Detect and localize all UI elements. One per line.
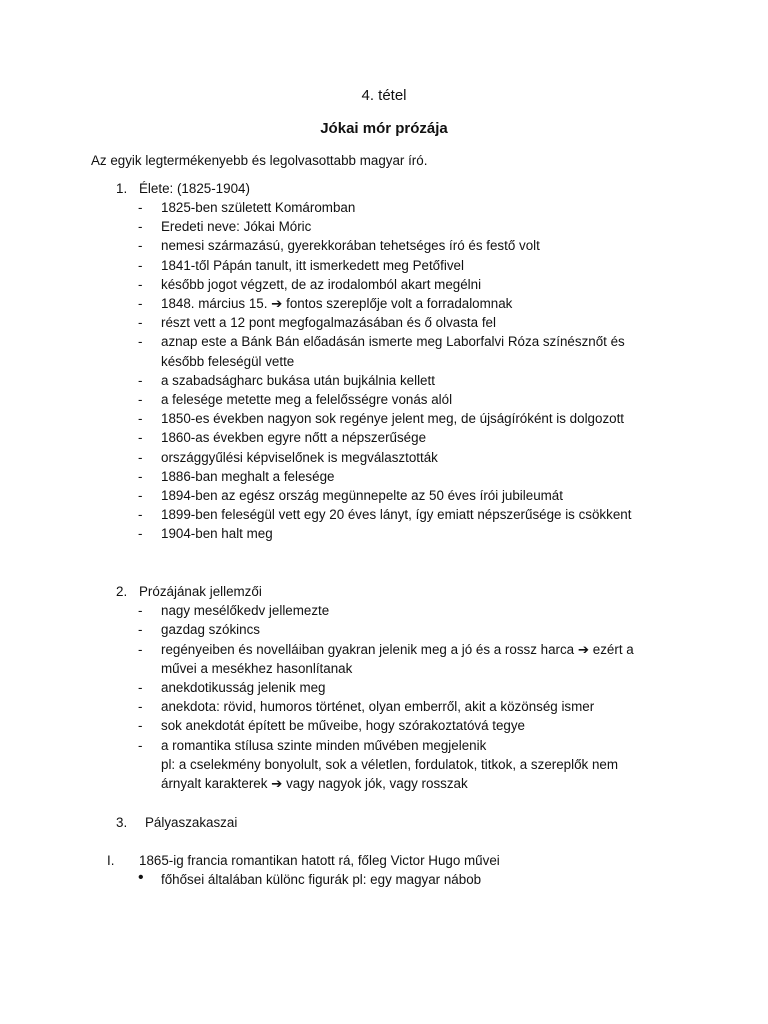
dash-bullet: -	[138, 699, 143, 714]
dash-bullet: -	[138, 334, 143, 349]
list-item	[0, 505, 768, 524]
section-heading-proza: Prózájának jellemzői	[139, 584, 262, 599]
list-item-text: aznap este a Bánk Bán előadásán ismerte meg Laborfalvi Róza színésznőt és	[161, 334, 625, 349]
intro-paragraph: Az egyik legtermékenyebb és legolvasottabb magyar író.	[91, 153, 428, 168]
dash-bullet: -	[138, 469, 143, 484]
list-item-text: anekdota: rövid, humoros történet, olyan emberről, akit a közönség ismer	[161, 699, 595, 714]
list-item	[0, 409, 768, 428]
section-heading-palyaszakaszai: Pályaszakaszai	[145, 815, 238, 830]
dash-bullet: -	[138, 392, 143, 407]
dash-bullet: -	[138, 488, 143, 503]
list-item-text: regényeiben és novelláiban gyakran jelenik meg a jó és a rossz harca ➔ ezért a	[161, 642, 634, 657]
list-item-continuation: pl: a cselekmény bonyolult, sok a véletlen, fordulatok, titkok, a szereplők nem	[161, 757, 619, 772]
list-item-text: 1886-ban meghalt a felesége	[161, 469, 335, 484]
period-heading: 1865-ig francia romantikan hatott rá, főleg Victor Hugo művei	[139, 853, 500, 868]
list-item-text: a romantika stílusa szinte minden művében megjelenik	[161, 738, 487, 753]
list-item	[0, 640, 768, 659]
list-item	[0, 294, 768, 313]
list-item-text: a felesége metette meg a felelősségre vonás alól	[161, 392, 453, 407]
list-number: 2.	[116, 584, 128, 599]
list-item	[0, 236, 768, 255]
list-item	[0, 428, 768, 447]
dash-bullet: -	[138, 622, 143, 637]
dash-bullet: -	[138, 507, 143, 522]
dash-bullet: -	[138, 296, 143, 311]
list-item	[0, 371, 768, 390]
list-item	[0, 620, 768, 639]
dash-bullet: -	[138, 373, 143, 388]
list-item	[0, 448, 768, 467]
list-item-text: anekdotikusság jelenik meg	[161, 680, 326, 695]
list-item	[0, 198, 768, 217]
dash-bullet: -	[138, 258, 143, 273]
list-item-text: Eredeti neve: Jókai Móric	[161, 219, 312, 234]
list-item	[0, 313, 768, 332]
list-item	[0, 467, 768, 486]
list-item	[0, 332, 768, 351]
list-item-text: 1848. március 15. ➔ fontos szereplője volt a forradalomnak	[161, 296, 513, 311]
list-item	[0, 601, 768, 620]
dash-bullet: -	[138, 642, 143, 657]
list-item-text: a szabadságharc bukása után bujkálnia kellett	[161, 373, 435, 388]
list-item-text: nemesi származású, gyerekkorában tehetséges író és festő volt	[161, 238, 540, 253]
dash-bullet: -	[138, 238, 143, 253]
list-item-text: 1860-as években egyre nőtt a népszerűsége	[161, 430, 427, 445]
list-item-text: 1904-ben halt meg	[161, 526, 273, 541]
list-item-text: sok anekdotát épített be műveibe, hogy szórakoztatóvá tegye	[161, 718, 526, 733]
dash-bullet: -	[138, 526, 143, 541]
list-item-continuation: árnyalt karakterek ➔ vagy nagyok jók, vagy rosszak	[161, 776, 468, 791]
list-item-text: később jogot végzett, de az irodalomból akart megélni	[161, 277, 482, 292]
list-item	[0, 524, 768, 543]
list-item	[0, 217, 768, 236]
dash-bullet: -	[138, 603, 143, 618]
list-item-text: gazdag szókincs	[161, 622, 260, 637]
list-item-continuation: később feleségül vette	[161, 354, 295, 369]
list-item	[0, 256, 768, 275]
dash-bullet: -	[138, 430, 143, 445]
list-item-text: 1899-ben feleségül vett egy 20 éves lányt, így emiatt népszerűsége is csökkent	[161, 507, 632, 522]
dash-bullet: -	[138, 738, 143, 753]
dash-bullet: -	[138, 411, 143, 426]
list-number: 1.	[116, 181, 128, 196]
dash-bullet: -	[138, 277, 143, 292]
dash-bullet: -	[138, 315, 143, 330]
list-item	[0, 678, 768, 697]
list-item-text: részt vett a 12 pont megfogalmazásában és ő olvasta fel	[161, 315, 496, 330]
list-item	[0, 716, 768, 735]
section-number-heading: 4. tétel	[361, 87, 407, 104]
roman-numeral: I.	[107, 853, 115, 868]
list-item-text: 1841-től Pápán tanult, itt ismerkedett meg Petőfivel	[161, 258, 464, 273]
dash-bullet: -	[138, 219, 143, 234]
list-item-text: 1894-ben az egész ország megünnepelte az 50 éves írói jubileumát	[161, 488, 563, 503]
list-item-text: országgyűlési képviselőnek is megválasztották	[161, 450, 438, 465]
round-bullet-icon: •	[138, 869, 144, 886]
dash-bullet: -	[138, 450, 143, 465]
list-item	[0, 275, 768, 294]
list-item	[0, 486, 768, 505]
list-item	[0, 736, 768, 755]
list-item-continuation: művei a mesékhez hasonlítanak	[161, 661, 353, 676]
section-heading-elete: Élete: (1825-1904)	[139, 181, 250, 196]
list-item-text: 1850-es években nagyon sok regénye jelent meg, de újságíróként is dolgozott	[161, 411, 625, 426]
dash-bullet: -	[138, 680, 143, 695]
page-title: Jókai mór prózája	[320, 120, 448, 137]
list-item	[0, 390, 768, 409]
list-item-text: nagy mesélőkedv jellemezte	[161, 603, 330, 618]
list-number: 3.	[116, 815, 128, 830]
list-item-text: főhősei általában különc figurák pl: egy magyar nábob	[161, 872, 482, 887]
list-item	[0, 697, 768, 716]
dash-bullet: -	[138, 200, 143, 215]
dash-bullet: -	[138, 718, 143, 733]
list-item-text: 1825-ben született Komáromban	[161, 200, 356, 215]
